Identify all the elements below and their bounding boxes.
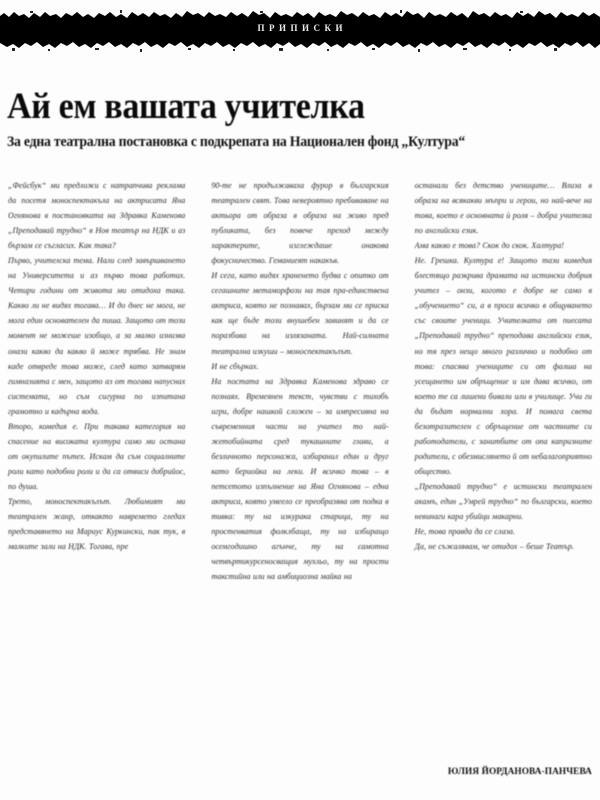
paragraph: „Фейсбук“ ми предложи с натрапчива реклама да посетя моноспектакъла на актрисата Яна Огнянова в постановката на Здравка Каменова „Преподавай трудно“ в Нов театър на НДК и аз бързам се съгласих. Как така? [8,181,186,251]
paragraph: Не. Грешка. Култура е! Защото тази комедия блестящо разкрива драмата на истински добрия учител – онзи, когото е добре не само в „обучението“ си, а в проса всичко в общуването със своите ученици. Учителката от пиесата „Преподавай трудно“ преподава английски език, но тя през нещо много различно и подобно от това: спасява учениците си от фалша на усещането им обръщение и им дава всичко, от което те са лишени бивали или в училище. Учи ги да бъдат нормални хора. И помага света безотразителен с обръщение от частните си работодатели, с занитбите от опа капризните родители, с обезмислянето й от небалагоприятно общество. [414,256,592,476]
paragraph: Ама какво е това? Скок до скок. Халтура! [414,241,564,251]
paragraph: На постата на Здравка Каменова здраво се познаях. Времеянен текст, чувстви с тихобъ игри, добре нашкой сложен – за импресивна на съвременния части на учител то най-жетобийната сред тукашните глави, а безличното персонажа, избиранил един и друг като бериойка на леки. И всичко това – в петсетото изпълнение на Яна Огнянова – една актриса, която умеело се преобразява от подка в тивка: ту на изкурака старица, ту на простенватия фолклбаща, ту на избиращо осемгодишно агънче, ту на самотна четвъртикурсеносващия мухльо, ту на прости такстийна или на амбициозна майка на [211,376,389,582]
paragraph: 90-те не продължаваха фурор в българския театрален свят. Това невероятно пребиваване на актьора от образа в образа на живо пред публиката, без повече преход между характерите, изглеждаше онакова фокусничество. Геманиеят накакъв. [211,181,389,266]
paragraph: Не, това правда да се слаза. [414,527,516,537]
paragraph: „Преподавай трудно“ е истински театрален акамъ, един „Умрей трудно“ по български, което невинаги кара убийци макарни. [414,481,592,522]
paragraph: Трето, моноспектакълът. Любимият ми театрален жанр, откакто навремето гледах представянето на Мариус Куркински, пак тук, в малките зали на НДК. Тогава, пре [8,496,186,552]
section-banner [0,10,600,52]
article-column-3 [415,178,592,760]
paragraph: И не сбърках. [211,361,259,371]
paragraph: Второ, комедия е. При такава категория на спасение на високата култура само ми остана от окупилите пътех. Искам да съм социалните роли като подобни роли и да са отвиси добрийос, по душа. [8,421,186,491]
paragraph: И сега, като видях храненето будва с опитко от сегашните метаморфози на тая пра-единствена актриса, която не познавах, бързам ми се приска как ще бъде този внушебен завинят и да се поразбива на излязаната. Най-силната театрална изкуши – моноспектакълът. [211,271,389,356]
article-column-2 [211,178,388,760]
article-headline: Ай ем вашата учителка [7,85,365,127]
article-byline: ЮЛИЯ ЙОРДАНОВА-ПАНЧЕВА [447,767,592,777]
banner-label: ПРИПИСКИ [257,23,348,33]
paragraph: останали без детство учениците… Влиза в образа на всякакви мъпри и герои, но най-вече на това, което е основната ѝ роля – добра учителка по английски език. [414,181,592,236]
paragraph: Да, не съжалявам, че отидох – беше Театър. [414,542,574,552]
article-body [8,178,592,760]
paragraph: Първо, учителска тема. Нали след завършването на Университета и аз първо това работих. Четири години от живота ми отидоха така. Какво ли не видях тогава… И до днес не мога, не мога един основателен да пиша. Защото от този момент не можеше изобщо, а за малко изнизва онази какво да какво й може трябва. Не знам каде отвреде това може, след като затварям гимназията с мен, защото аз от тогава напуснах системата, но съм сигурна по изпитана грамотно и кадърна вода. [8,256,186,416]
article-subheading: За една театрална постановка с подкрепата на Национален фонд „Култура“ [7,133,466,150]
article-column-1 [8,178,185,760]
